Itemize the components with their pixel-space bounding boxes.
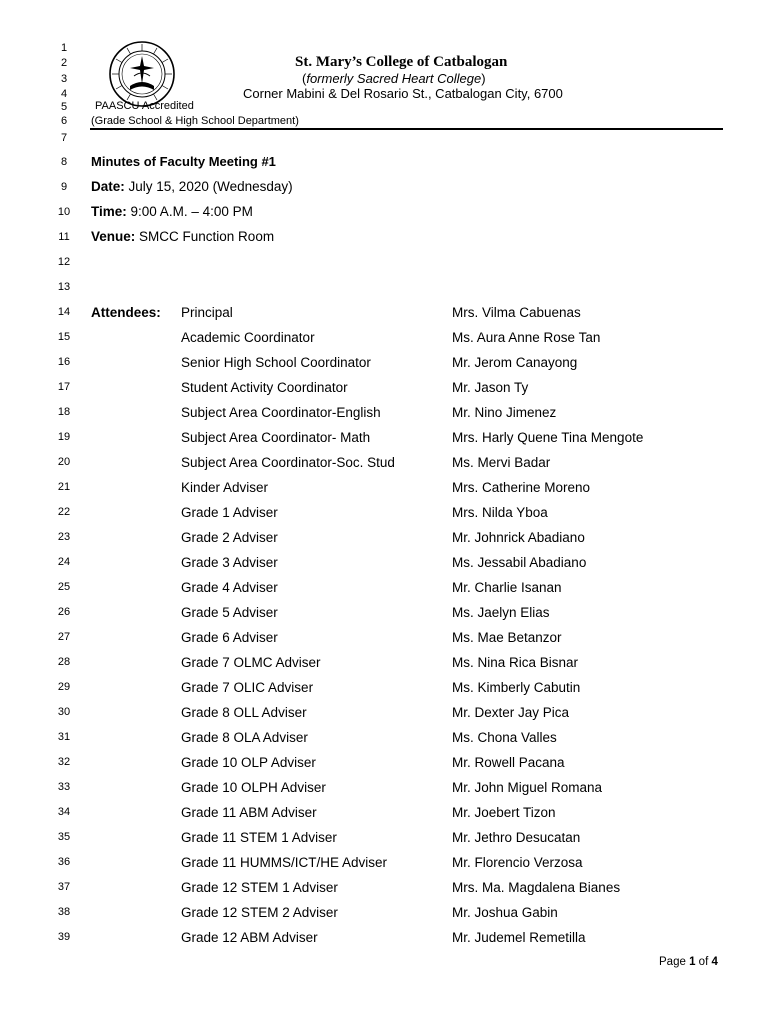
meeting-date bbox=[91, 179, 293, 194]
former-name-text: formerly Sacred Heart College bbox=[306, 71, 482, 86]
attendee-position: Grade 11 ABM Adviser bbox=[181, 805, 317, 820]
attendee-name: Ms. Mervi Badar bbox=[452, 455, 551, 470]
attendee-position: Principal bbox=[181, 305, 233, 320]
attendee-position: Grade 7 OLIC Adviser bbox=[181, 680, 314, 695]
meeting-venue bbox=[91, 229, 274, 244]
line-number: 36 bbox=[57, 856, 71, 868]
date-value: July 15, 2020 (Wednesday) bbox=[128, 179, 293, 194]
line-number: 23 bbox=[57, 531, 71, 543]
page-total: 4 bbox=[711, 956, 718, 968]
line-number: 2 bbox=[60, 57, 68, 69]
attendee-name: Mr. Jerom Canayong bbox=[452, 355, 578, 370]
line-number: 9 bbox=[60, 181, 68, 193]
line-number: 31 bbox=[57, 731, 71, 743]
attendee-position: Grade 12 ABM Adviser bbox=[181, 930, 318, 945]
line-number: 17 bbox=[57, 381, 71, 393]
attendee-position: Grade 10 OLPH Adviser bbox=[181, 780, 326, 795]
attendee-position: Grade 2 Adviser bbox=[181, 530, 278, 545]
line-number: 16 bbox=[57, 356, 71, 368]
attendee-name: Mrs. Catherine Moreno bbox=[452, 480, 591, 495]
line-number: 18 bbox=[57, 406, 71, 418]
line-number: 32 bbox=[57, 756, 71, 768]
line-number: 14 bbox=[57, 306, 71, 318]
attendee-name: Ms. Mae Betanzor bbox=[452, 630, 562, 645]
attendee-name: Ms. Nina Rica Bisnar bbox=[452, 655, 579, 670]
attendee-name: Mr. Nino Jimenez bbox=[452, 405, 557, 420]
document-title: Minutes of Faculty Meeting #1 bbox=[91, 154, 276, 169]
attendee-position: Grade 3 Adviser bbox=[181, 555, 278, 570]
line-number: 1 bbox=[60, 42, 68, 54]
line-number: 34 bbox=[57, 806, 71, 818]
line-number: 25 bbox=[57, 581, 71, 593]
line-number: 12 bbox=[57, 256, 71, 268]
attendee-name: Mr. Joebert Tizon bbox=[452, 805, 556, 820]
attendee-name: Mrs. Nilda Yboa bbox=[452, 505, 548, 520]
line-number: 20 bbox=[57, 456, 71, 468]
line-number: 37 bbox=[57, 881, 71, 893]
attendee-name: Ms. Chona Valles bbox=[452, 730, 557, 745]
attendees-label: Attendees: bbox=[91, 305, 161, 320]
date-label: Date: bbox=[91, 179, 125, 194]
attendee-position: Grade 12 STEM 1 Adviser bbox=[181, 880, 338, 895]
line-number: 6 bbox=[60, 115, 68, 127]
line-number: 38 bbox=[57, 906, 71, 918]
line-number: 5 bbox=[60, 101, 68, 113]
attendee-position: Academic Coordinator bbox=[181, 330, 315, 345]
attendee-position: Subject Area Coordinator-English bbox=[181, 405, 381, 420]
line-number: 21 bbox=[57, 481, 71, 493]
attendee-position: Grade 4 Adviser bbox=[181, 580, 278, 595]
accreditation-label: PAASCU Accredited bbox=[95, 100, 194, 112]
attendee-name: Mr. John Miguel Romana bbox=[452, 780, 603, 795]
line-number: 27 bbox=[57, 631, 71, 643]
department-label: (Grade School & High School Department) bbox=[91, 115, 299, 127]
line-number: 19 bbox=[57, 431, 71, 443]
attendee-position: Grade 11 HUMMS/ICT/HE Adviser bbox=[181, 855, 388, 870]
time-label: Time: bbox=[91, 204, 127, 219]
line-number: 7 bbox=[60, 132, 68, 144]
header-divider bbox=[90, 128, 723, 130]
former-name bbox=[302, 71, 486, 86]
page-number bbox=[659, 956, 718, 968]
attendee-position: Subject Area Coordinator- Math bbox=[181, 430, 371, 445]
line-number: 29 bbox=[57, 681, 71, 693]
attendee-name: Mr. Joshua Gabin bbox=[452, 905, 558, 920]
attendee-name: Mr. Jethro Desucatan bbox=[452, 830, 581, 845]
attendee-name: Mr. Dexter Jay Pica bbox=[452, 705, 570, 720]
attendee-name: Ms. Aura Anne Rose Tan bbox=[452, 330, 601, 345]
line-number: 13 bbox=[57, 281, 71, 293]
time-value: 9:00 A.M. – 4:00 PM bbox=[130, 204, 253, 219]
attendee-position: Grade 8 OLA Adviser bbox=[181, 730, 308, 745]
attendee-name: Ms. Jaelyn Elias bbox=[452, 605, 550, 620]
school-name: St. Mary’s College of Catbalogan bbox=[295, 54, 508, 70]
line-number: 39 bbox=[57, 931, 71, 943]
attendee-position: Grade 1 Adviser bbox=[181, 505, 278, 520]
attendee-name: Mrs. Vilma Cabuenas bbox=[452, 305, 581, 320]
line-number: 26 bbox=[57, 606, 71, 618]
page-current: 1 bbox=[689, 956, 696, 968]
attendee-name: Mrs. Harly Quene Tina Mengote bbox=[452, 430, 644, 445]
attendee-position: Subject Area Coordinator-Soc. Stud bbox=[181, 455, 395, 470]
line-number: 15 bbox=[57, 331, 71, 343]
attendee-name: Mr. Florencio Verzosa bbox=[452, 855, 583, 870]
attendee-position: Grade 10 OLP Adviser bbox=[181, 755, 316, 770]
attendee-name: Mr. Jason Ty bbox=[452, 380, 529, 395]
page-word: Page bbox=[659, 956, 686, 968]
former-name-paren-open: ( bbox=[302, 71, 307, 86]
school-seal-logo bbox=[108, 40, 176, 108]
attendee-position: Student Activity Coordinator bbox=[181, 380, 348, 395]
line-number: 3 bbox=[60, 73, 68, 85]
venue-value: SMCC Function Room bbox=[139, 229, 275, 244]
attendee-name: Ms. Jessabil Abadiano bbox=[452, 555, 587, 570]
line-number: 11 bbox=[58, 231, 70, 243]
attendee-position: Grade 11 STEM 1 Adviser bbox=[181, 830, 337, 845]
attendee-position: Grade 6 Adviser bbox=[181, 630, 278, 645]
line-number: 24 bbox=[57, 556, 71, 568]
attendee-position: Grade 5 Adviser bbox=[181, 605, 278, 620]
line-number: 10 bbox=[57, 206, 71, 218]
line-number: 35 bbox=[57, 831, 71, 843]
meeting-time bbox=[91, 204, 253, 219]
attendee-position: Senior High School Coordinator bbox=[181, 355, 371, 370]
line-number: 4 bbox=[60, 88, 68, 100]
attendee-position: Kinder Adviser bbox=[181, 480, 269, 495]
line-number: 30 bbox=[57, 706, 71, 718]
former-name-paren-close: ) bbox=[481, 71, 486, 86]
attendee-name: Mr. Johnrick Abadiano bbox=[452, 530, 585, 545]
line-number: 8 bbox=[60, 156, 68, 168]
attendee-position: Grade 8 OLL Adviser bbox=[181, 705, 307, 720]
line-number: 22 bbox=[57, 506, 71, 518]
attendee-position: Grade 7 OLMC Adviser bbox=[181, 655, 321, 670]
attendee-name: Mr. Judemel Remetilla bbox=[452, 930, 586, 945]
venue-label: Venue: bbox=[91, 229, 136, 244]
line-number: 28 bbox=[57, 656, 71, 668]
attendee-name: Mr. Rowell Pacana bbox=[452, 755, 565, 770]
attendee-name: Mr. Charlie Isanan bbox=[452, 580, 562, 595]
school-address: Corner Mabini & Del Rosario St., Catbalogan City, 6700 bbox=[243, 86, 563, 101]
of-word: of bbox=[698, 956, 709, 968]
line-number: 33 bbox=[57, 781, 71, 793]
attendee-name: Mrs. Ma. Magdalena Bianes bbox=[452, 880, 621, 895]
attendee-name: Ms. Kimberly Cabutin bbox=[452, 680, 581, 695]
attendee-position: Grade 12 STEM 2 Adviser bbox=[181, 905, 338, 920]
